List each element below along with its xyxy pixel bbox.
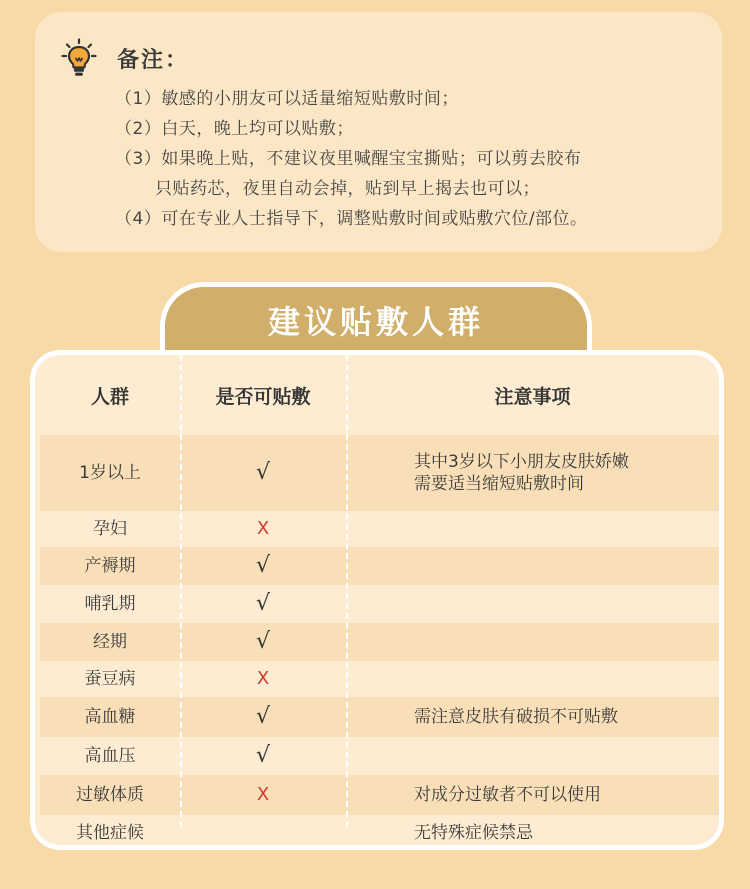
cross-mark-icon: X [256, 668, 270, 689]
cell-group: 蚕豆病 [84, 669, 136, 689]
column-divider [180, 355, 182, 827]
cell-group: 产褥期 [84, 556, 136, 576]
note-text: 如果晚上贴，不建议夜里喊醒宝宝撕贴；可以剪去胶布 [161, 149, 582, 169]
cell-notes [346, 706, 719, 728]
note-text: 可在专业人士指导下，调整贴敷时间或贴敷穴位/部位。 [161, 209, 588, 229]
cell-notes [346, 451, 719, 495]
note-prefix: （2） [115, 119, 162, 139]
table-row [40, 697, 719, 737]
note-text: 白天，晚上均可以贴敷； [161, 119, 354, 139]
table-row [40, 435, 719, 511]
notes-list [115, 84, 705, 234]
cell-notes [346, 822, 719, 844]
header-notes: 注意事项 [494, 385, 571, 408]
note-item-2 [115, 114, 705, 144]
cell-group: 过敏体质 [76, 785, 144, 805]
lightbulb-icon [61, 38, 97, 78]
table-row [40, 585, 719, 623]
check-mark-icon: √ [255, 552, 271, 578]
cross-mark-icon: X [256, 784, 270, 805]
note-line: 其中3岁以下小朋友皮肤娇嫩 [414, 452, 629, 472]
cell-applicable [180, 552, 346, 578]
cell-group: 高血糖 [84, 707, 136, 727]
column-divider [346, 355, 348, 827]
section-title: 建议贴敷人群 [267, 303, 484, 341]
cell-group: 其他症候 [76, 823, 144, 843]
check-mark-icon: √ [255, 590, 271, 616]
note-line: 无特殊症候禁忌 [414, 823, 533, 843]
table-row [40, 775, 719, 815]
note-line: 需要适当缩短贴敷时间 [414, 474, 584, 494]
table-card [30, 350, 724, 850]
cell-applicable [180, 628, 346, 654]
cell-group: 孕妇 [93, 519, 127, 539]
cell-applicable [180, 785, 346, 805]
cell-applicable [180, 703, 346, 729]
table-row [40, 737, 719, 775]
cell-group: 哺乳期 [84, 594, 136, 614]
cell-group: 高血压 [84, 746, 136, 766]
check-mark-icon: √ [255, 628, 271, 654]
cross-mark-icon: X [256, 518, 270, 539]
table-header [40, 355, 719, 435]
cell-applicable [180, 590, 346, 616]
notes-header [61, 38, 189, 78]
note-line: 对成分过敏者不可以使用 [414, 785, 601, 805]
cell-group: 1岁以上 [79, 463, 141, 483]
check-mark-icon: √ [255, 459, 271, 485]
note-text-continued: 只贴药芯，夜里自动会掉，贴到早上揭去也可以； [155, 179, 540, 199]
table-row [40, 815, 719, 850]
table-row [40, 623, 719, 661]
table-row [40, 661, 719, 697]
cell-group: 经期 [93, 632, 127, 652]
cell-applicable [180, 519, 346, 539]
notes-card [35, 12, 722, 252]
note-item-4 [115, 204, 705, 234]
table-body [40, 435, 719, 850]
cell-notes [346, 784, 719, 806]
note-item-3 [115, 144, 705, 204]
check-mark-icon: √ [255, 742, 271, 768]
note-text: 敏感的小朋友可以适量缩短贴敷时间； [161, 89, 459, 109]
header-applicable: 是否可贴敷 [215, 385, 311, 408]
note-line: 需注意皮肤有破损不可贴敷 [414, 707, 618, 727]
note-item-1 [115, 84, 705, 114]
notes-title: 备注： [117, 47, 190, 73]
header-group: 人群 [90, 385, 129, 408]
cell-applicable [180, 459, 346, 485]
table-row [40, 511, 719, 547]
table-row [40, 547, 719, 585]
note-prefix: （4） [115, 209, 162, 229]
note-prefix: （3） [115, 149, 162, 169]
cell-applicable [180, 742, 346, 768]
cell-applicable [180, 669, 346, 689]
suitability-table [40, 355, 719, 850]
check-mark-icon: √ [255, 703, 271, 729]
note-prefix: （1） [115, 89, 162, 109]
